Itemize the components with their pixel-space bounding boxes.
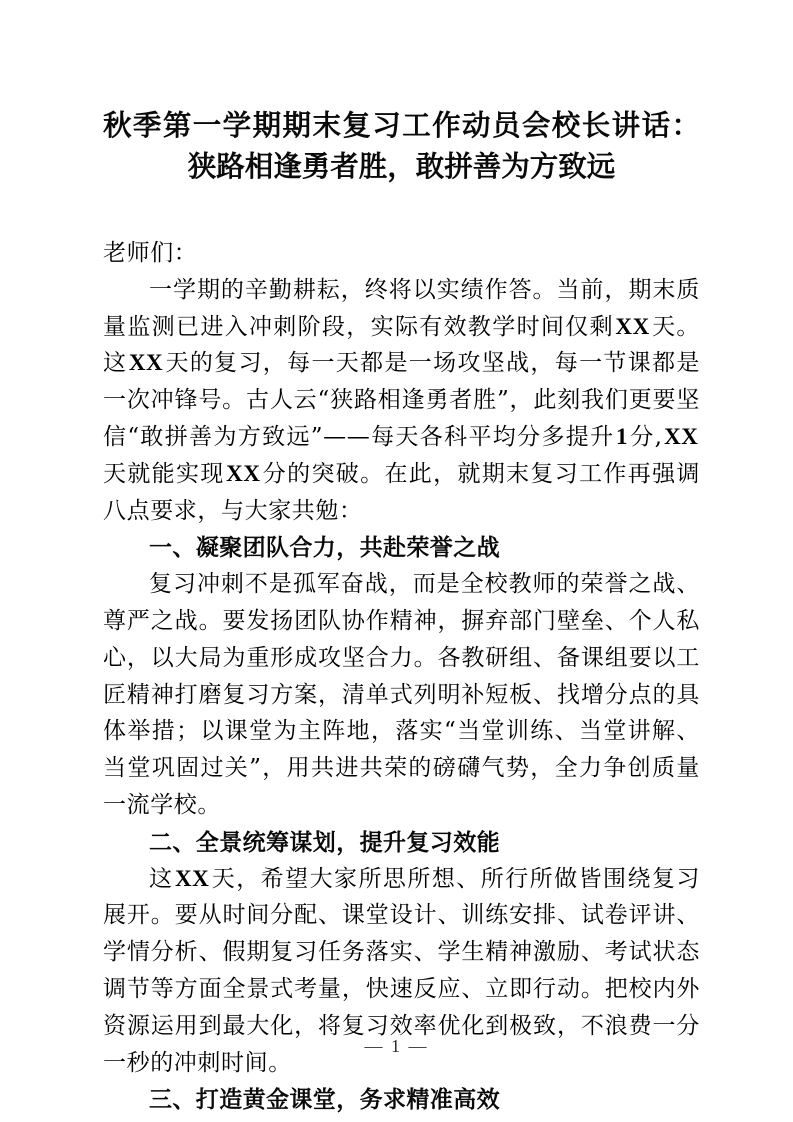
section-heading-one: 一、凝聚团队合力，共赴荣誉之战	[149, 534, 500, 561]
document-content	[103, 0, 700, 1118]
paragraph-intro-number-1: XX	[615, 313, 650, 339]
paragraph-section-two-text-2: 天，希望大家所思所想、所行所做皆围绕复习展开。要从时间分配、课堂设计、训练安排、试卷评讲、学情分析、假期复习任务落实、学生精神激励、考试状态调节等方面全景式考量，快速反应、立即行动。把校内外资源运用到最大化，将复习效率优化到极致，不浪费一分一秒的冲刺时间。	[103, 865, 701, 1076]
paragraph-intro-text-3: 天的复习，每一天都是一场攻坚战，每一节课都是一次冲锋号。古人云“狭路相逢勇者胜”，此刻我们更要坚信“敢拼善为方致远”——每天各科平均分多提升	[103, 350, 701, 450]
paragraph-section-two-text-1: 这	[149, 865, 174, 892]
salutation: 老师们：	[103, 240, 198, 266]
paragraph-section-one: 复习冲刺不是孤军奋战，而是全校教师的荣誉之战、尊严之战。要发扬团队协作精神，摒弃部门壁垒、个人私心，以大局为重形成攻坚合力。各教研组、备课组要以工匠精神打磨复习方案，清单式列明补短板、找增分点的具体举措；以课堂为主阵地，落实“当堂训练、当堂讲解、当堂巩固过关”，用共进共荣的磅礴气势，全力争创质量一流学校。	[103, 571, 700, 818]
paragraph-intro	[103, 272, 700, 530]
paragraph-intro-text-4: 分,	[629, 423, 663, 450]
paragraph-intro-text-2: 天。这	[103, 313, 701, 377]
paragraph-intro-text-5: 天就能实现	[103, 460, 225, 487]
paragraph-intro-number-5: XX	[226, 460, 261, 486]
section-heading-three: 三、打造黄金课堂，务求精准高效	[149, 1086, 500, 1113]
paragraph-section-two-number-1: XX	[174, 865, 210, 891]
page-number-footer: — 1 —	[364, 1036, 429, 1056]
paragraph-intro-text-6: 分的突破。在此，就期末复习工作再强调八点要求，与大家共勉：	[103, 460, 700, 524]
page-title: 秋季第一学期期末复习工作动员会校长讲话：狭路相逢勇者胜，敢拼善为方致远	[103, 110, 700, 183]
paragraph-intro-number-2: XX	[128, 350, 164, 376]
paragraph-intro-number-3: 1	[615, 423, 629, 449]
paragraph-intro-text-1: 一学期的辛勤耕耘，终将以实绩作答。当前，期末质量监测已进入冲刺阶段，实际有效教学时间仅剩	[103, 276, 700, 340]
paragraph-intro-number-4: XX	[664, 423, 699, 449]
section-heading-two: 二、全景统筹谋划，提升复习效能	[149, 828, 500, 855]
